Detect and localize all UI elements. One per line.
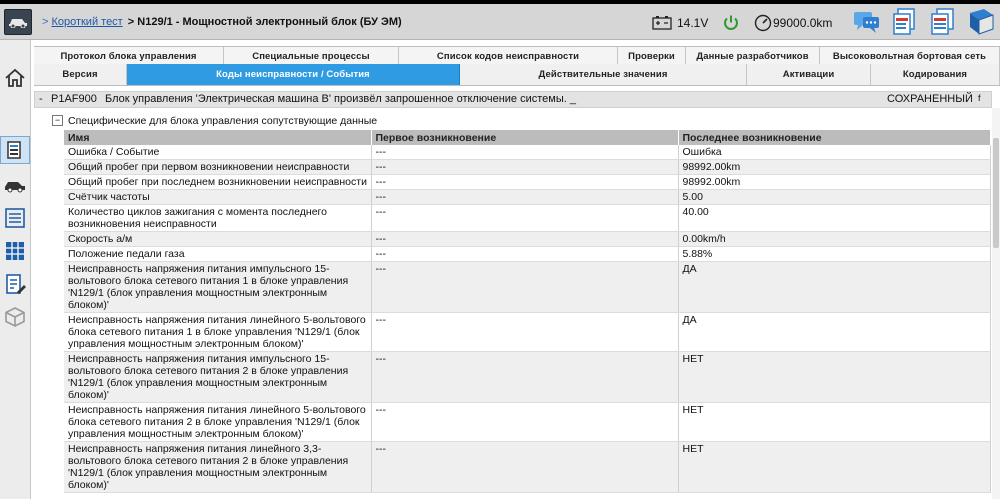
table-row[interactable]: [64, 403, 990, 442]
cell-name: Общий пробег при первом возникновении неисправности: [64, 160, 371, 175]
chat-icon[interactable]: [852, 7, 882, 37]
tabs-row-bottom: [34, 64, 1000, 86]
table-row[interactable]: [64, 313, 990, 352]
top-toolbar: [0, 4, 1000, 40]
cell-last-occurrence: НЕТ: [678, 442, 990, 493]
table-row[interactable]: [64, 205, 990, 232]
cell-last-occurrence: 5.00: [678, 190, 990, 205]
cell-name: Скорость а/м: [64, 232, 371, 247]
cell-name: Неисправность напряжения питания линейного 5-вольтового блока сетевого питания 2 в блоке управления 'N129/1 (блок управления мощностным электронным блоком)': [64, 403, 371, 442]
table-row[interactable]: [64, 190, 990, 205]
fault-flag: f: [978, 93, 981, 103]
cell-name: Счётчик частоты: [64, 190, 371, 205]
tab-checks[interactable]: Проверки: [618, 47, 686, 65]
odometer-icon: [754, 14, 772, 32]
cell-first-occurrence: ---: [371, 403, 678, 442]
tab-developer-data[interactable]: Данные разработчиков: [686, 47, 820, 65]
table-row[interactable]: [64, 247, 990, 262]
cell-last-occurrence: 98992.00km: [678, 175, 990, 190]
cell-first-occurrence: ---: [371, 175, 678, 190]
breadcrumb: [42, 16, 402, 28]
cell-name: Количество циклов зажигания с момента последнего возникновения неисправности: [64, 205, 371, 232]
section-title: Специфические для блока управления сопутствующие данные: [68, 115, 378, 127]
control-unit-icon[interactable]: [3, 138, 27, 162]
battery-icon: [652, 15, 672, 30]
car-icon[interactable]: [4, 9, 32, 35]
breadcrumb-separator: >: [42, 16, 49, 28]
left-sidebar: [0, 40, 31, 499]
quick-test-icon[interactable]: [3, 173, 27, 197]
tab-activations[interactable]: Активации: [747, 64, 871, 85]
collapse-toggle[interactable]: -: [39, 93, 43, 105]
tab-fault-codes-events[interactable]: Коды неисправности / События: [127, 64, 460, 85]
scrollbar-thumb[interactable]: [993, 138, 999, 248]
column-header-name: Имя: [64, 130, 371, 145]
table-body: [64, 145, 990, 493]
cell-first-occurrence: ---: [371, 205, 678, 232]
book-icon[interactable]: [966, 7, 996, 37]
tab-fault-code-list[interactable]: Список кодов неисправности: [399, 47, 618, 65]
fault-code: P1AF900: [51, 93, 97, 105]
grid-icon[interactable]: [3, 239, 27, 263]
tab-control-unit-log[interactable]: Протокол блока управления: [34, 47, 224, 65]
list-icon[interactable]: [3, 206, 27, 230]
tab-special-processes[interactable]: Специальные процессы: [224, 47, 399, 65]
environment-data-table: [64, 130, 991, 493]
tab-actual-values[interactable]: Действительные значения: [460, 64, 747, 85]
table-row[interactable]: [64, 442, 990, 493]
cell-first-occurrence: ---: [371, 247, 678, 262]
table-row[interactable]: [64, 352, 990, 403]
cell-last-occurrence: ДА: [678, 313, 990, 352]
vertical-scrollbar[interactable]: [992, 108, 1000, 499]
cell-first-occurrence: ---: [371, 160, 678, 175]
tab-coding[interactable]: Кодирования: [871, 64, 1000, 85]
cell-last-occurrence: НЕТ: [678, 403, 990, 442]
table-row[interactable]: [64, 160, 990, 175]
cell-first-occurrence: ---: [371, 262, 678, 313]
cell-last-occurrence: НЕТ: [678, 352, 990, 403]
table-row[interactable]: [64, 232, 990, 247]
cell-last-occurrence: ДА: [678, 262, 990, 313]
cell-last-occurrence: 40.00: [678, 205, 990, 232]
breadcrumb-current: > N129/1 - Мощностной электронный блок (БУ ЭМ): [127, 16, 402, 28]
mileage-readout: 99000.0km: [773, 16, 833, 30]
cell-first-occurrence: ---: [371, 190, 678, 205]
section-header: [50, 114, 992, 128]
column-header-first: Первое возникновение: [371, 130, 678, 145]
cell-first-occurrence: ---: [371, 145, 678, 160]
cell-first-occurrence: ---: [371, 442, 678, 493]
cell-name: Ошибка / Событие: [64, 145, 371, 160]
cell-name: Неисправность напряжения питания импульсного 15-вольтового блока сетевого питания 1 в блоке управления 'N129/1 (блок управления мощностным электронным блоком)': [64, 262, 371, 313]
table-row[interactable]: [64, 175, 990, 190]
documents-pdf-icon[interactable]: [890, 7, 920, 37]
voltage-readout: 14.1V: [677, 16, 709, 30]
fault-entry-row[interactable]: [34, 91, 992, 108]
cell-last-occurrence: 0.00km/h: [678, 232, 990, 247]
tab-high-voltage-network[interactable]: Высоковольтная бортовая сеть: [820, 47, 1000, 65]
cell-name: Положение педали газа: [64, 247, 371, 262]
edit-document-icon[interactable]: [3, 272, 27, 296]
fault-status: СОХРАНЕННЫЙ: [887, 93, 973, 105]
cell-name: Неисправность напряжения питания линейного 3,3-вольтового блока сетевого питания 2 в блоке управления 'N129/1 (блок управления мощностным электронным блоком)': [64, 442, 371, 493]
tab-version[interactable]: Версия: [34, 64, 127, 85]
home-icon[interactable]: [3, 66, 27, 90]
section-collapse-toggle[interactable]: −: [52, 115, 63, 126]
breadcrumb-link-short-test[interactable]: Короткий тест: [51, 16, 123, 28]
fault-description: Блок управления 'Электрическая машина B' произвёл запрошенное отключение системы. _: [105, 93, 576, 105]
package-icon[interactable]: [3, 305, 27, 329]
cell-last-occurrence: 98992.00km: [678, 160, 990, 175]
cell-first-occurrence: ---: [371, 352, 678, 403]
cell-name: Общий пробег при последнем возникновении неисправности: [64, 175, 371, 190]
cell-name: Неисправность напряжения питания импульсного 15-вольтового блока сетевого питания 2 в блоке управления 'N129/1 (блок управления мощностным электронным блоком)': [64, 352, 371, 403]
cell-last-occurrence: Ошибка: [678, 145, 990, 160]
column-header-last: Последнее возникновение: [678, 130, 990, 145]
cell-name: Неисправность напряжения питания линейного 5-вольтового блока сетевого питания 1 в блоке управления 'N129/1 (блок управления мощностным электронным блоком)': [64, 313, 371, 352]
tabs-row-top: [34, 46, 1000, 65]
table-row[interactable]: [64, 145, 990, 160]
cell-first-occurrence: ---: [371, 232, 678, 247]
power-icon: [722, 14, 740, 32]
documents-edit-icon[interactable]: [928, 7, 958, 37]
table-row[interactable]: [64, 262, 990, 313]
cell-first-occurrence: ---: [371, 313, 678, 352]
cell-last-occurrence: 5.88%: [678, 247, 990, 262]
